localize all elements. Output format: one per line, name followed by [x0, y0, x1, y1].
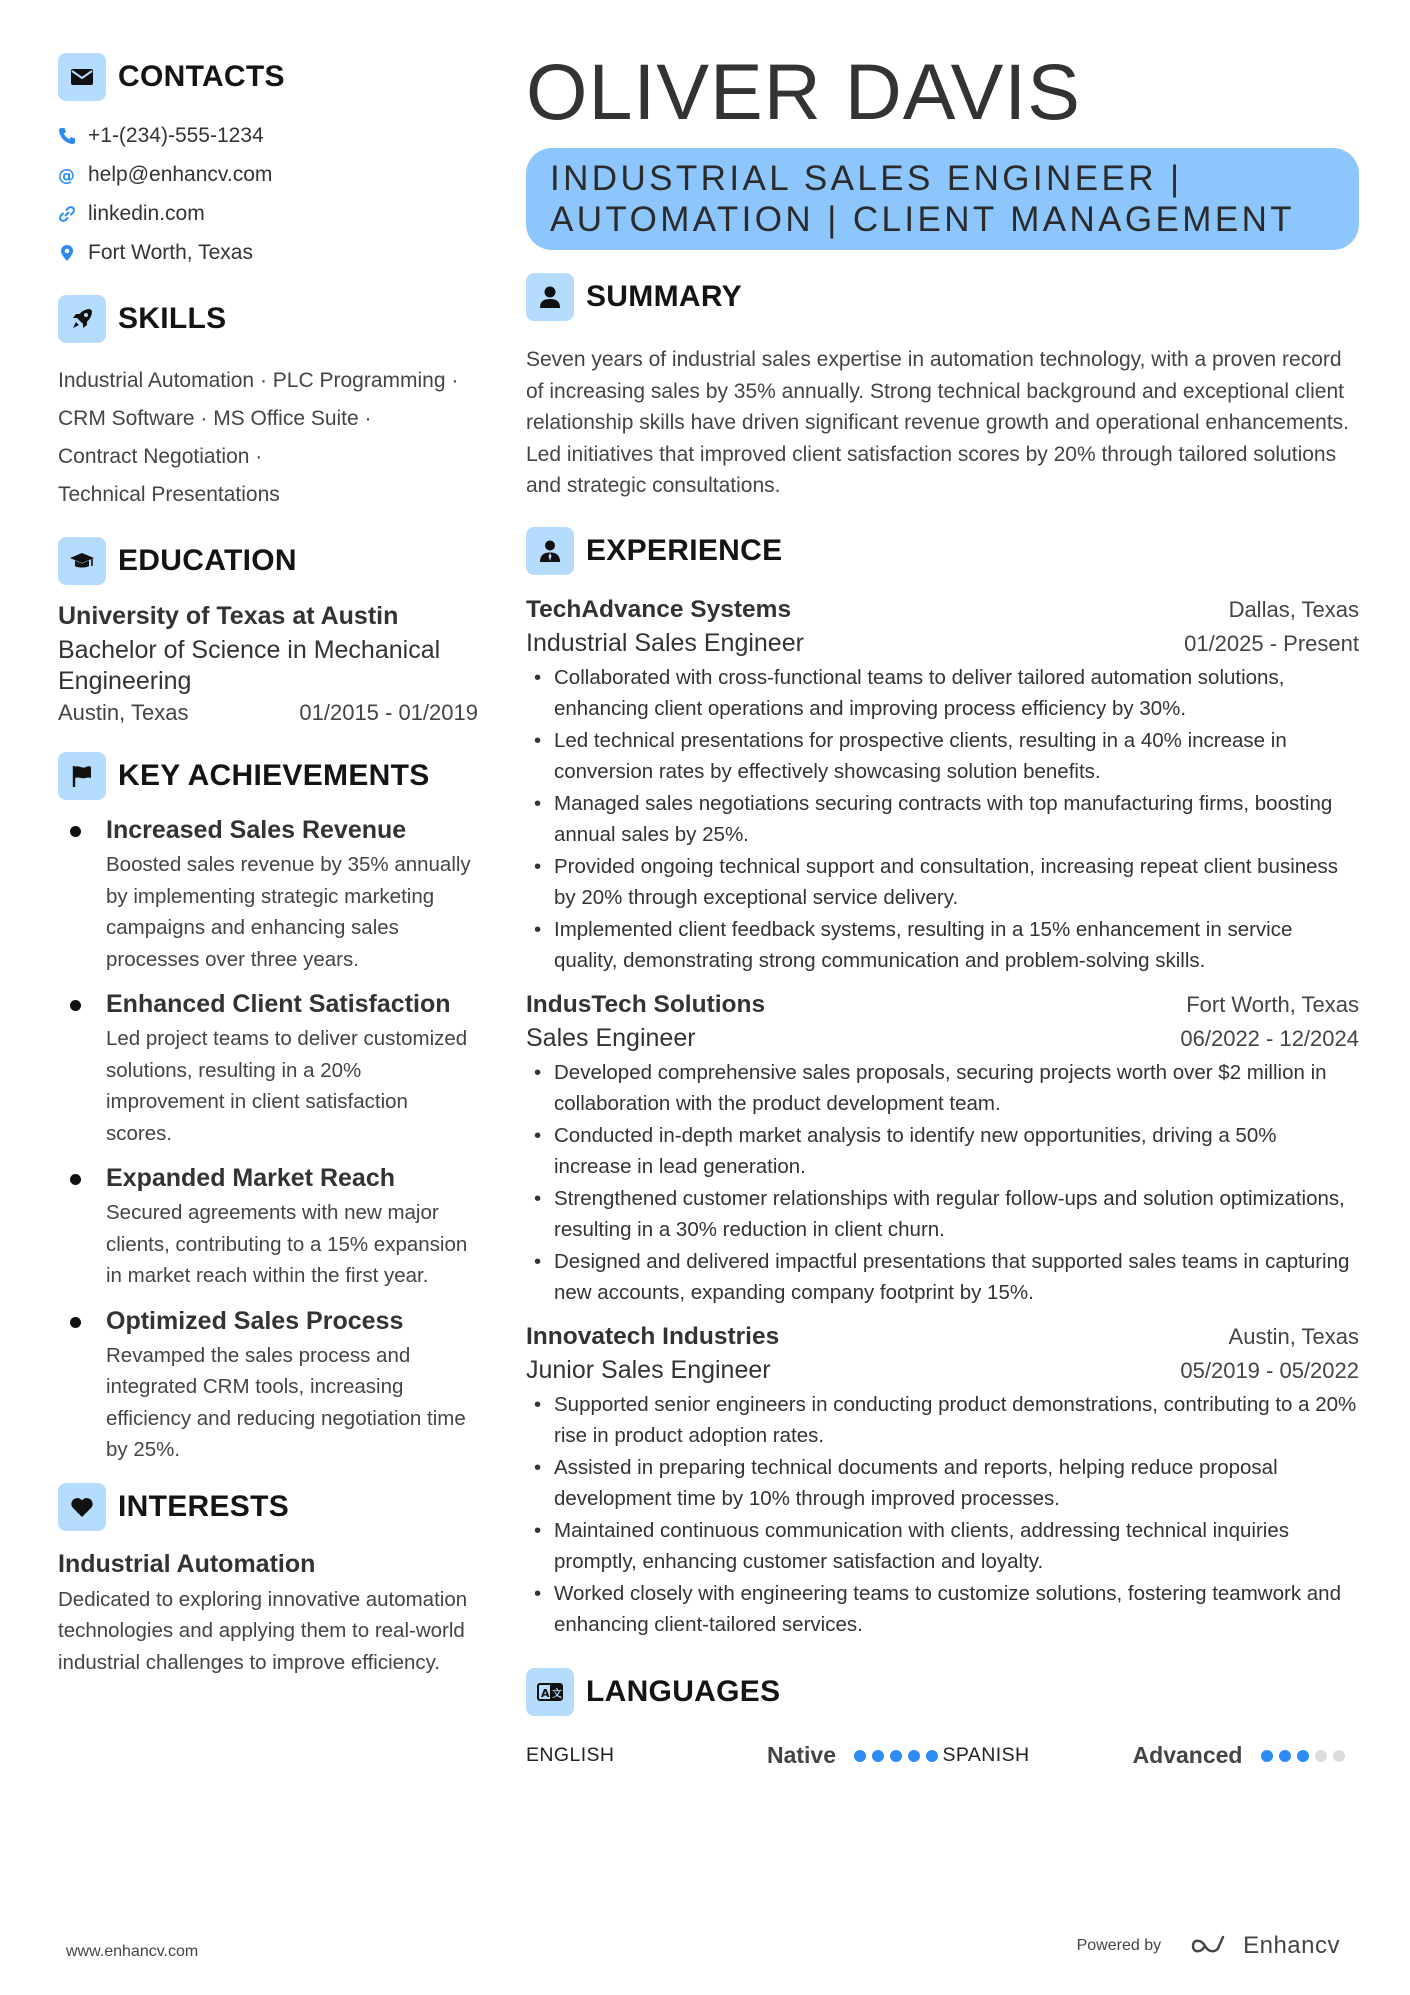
rating-dot-filled — [890, 1750, 902, 1762]
achievement-desc: Secured agreements with new major clients, contributing to a 15% expansion in market reach within the first year. — [106, 1201, 468, 1287]
rating-dot-empty — [1315, 1750, 1327, 1762]
achievement-item — [58, 989, 478, 1149]
job-header — [526, 1321, 1359, 1353]
user-icon — [526, 273, 574, 321]
contacts-title: CONTACTS — [118, 60, 285, 93]
svg-text:A: A — [541, 1686, 550, 1700]
rating-dot-filled — [872, 1750, 884, 1762]
contact-linkedin-text: linkedin.com — [88, 201, 205, 225]
skills-line: Technical Presentations — [58, 483, 280, 506]
language-item — [943, 1742, 1360, 1769]
achievement-desc: Led project teams to deliver customized solutions, resulting in a 20% improvement in client satisfaction scores. — [106, 1027, 468, 1145]
skills-line: Contract Negotiation · — [58, 445, 263, 468]
job-bullet: • Provided ongoing technical support and consultation, increasing repeat client business by 20% through exceptional service delivery. — [526, 851, 1359, 914]
education-school: University of Texas at Austin — [58, 602, 399, 630]
job-bullet: • Strengthened customer relationships with regular follow-ups and solution optimizations, resulting in a 30% reduction in client churn. — [526, 1183, 1359, 1246]
contact-location-text: Fort Worth, Texas — [88, 240, 253, 264]
right-column — [526, 47, 1359, 1771]
language-item — [526, 1742, 943, 1769]
rocket-icon — [58, 295, 106, 343]
job-bullet: • Assisted in preparing technical documents and reports, helping reduce proposal development time by 10% through improved processes. — [526, 1452, 1359, 1515]
job-bullet: • Maintained continuous communication with clients, addressing technical inquiries promptly, enhancing customer satisfaction and loyalty. — [526, 1515, 1359, 1578]
job-bullet: • Conducted in-depth market analysis to identify new opportunities, driving a 50% increase in lead generation. — [526, 1120, 1359, 1183]
job-location: Austin, Texas — [1228, 1323, 1359, 1349]
achievements-list — [58, 815, 478, 1466]
job-entry — [526, 989, 1359, 1309]
envelope-icon — [58, 53, 106, 101]
skills-line: CRM Software · MS Office Suite · — [58, 407, 372, 430]
footer-website[interactable]: www.enhancv.com — [66, 1943, 199, 1960]
headline-line: INDUSTRIAL SALES ENGINEER | — [550, 159, 1183, 198]
rating-dot-filled — [908, 1750, 920, 1762]
job-header — [526, 989, 1359, 1021]
skills-line: Industrial Automation · PLC Programming · — [58, 369, 459, 392]
skills-list — [58, 362, 478, 514]
at-icon — [58, 165, 76, 185]
experience-list — [526, 594, 1359, 1641]
bullet-dot — [70, 1317, 81, 1328]
job-role: Junior Sales Engineer — [526, 1355, 771, 1384]
enhancv-logo-icon — [1189, 1933, 1233, 1959]
education-header — [58, 536, 478, 586]
job-location: Dallas, Texas — [1228, 596, 1359, 622]
job-bullet: • Designed and delivered impactful presentations that supported sales teams in capturing new accounts, expanding company footprint by 15%. — [526, 1246, 1359, 1309]
summary-header — [526, 272, 1359, 322]
job-header — [526, 594, 1359, 626]
language-rating — [1261, 1750, 1345, 1762]
achievement-item — [58, 815, 478, 975]
bullet-dot — [70, 1174, 81, 1185]
rating-dot-empty — [1333, 1750, 1345, 1762]
education-dates: 01/2015 - 01/2019 — [299, 700, 478, 725]
job-entry — [526, 1321, 1359, 1641]
achievement-title: Expanded Market Reach — [106, 1164, 395, 1192]
achievement-item — [58, 1163, 478, 1292]
interest-desc: Dedicated to exploring innovative automation technologies and applying them to real-world industrial challenges to improve efficiency. — [58, 1587, 468, 1674]
experience-header — [526, 526, 1359, 576]
job-subheader — [526, 626, 1359, 660]
powered-by-text: Powered by — [1076, 1937, 1162, 1954]
link-icon — [58, 204, 76, 224]
bullet-dot — [70, 826, 81, 837]
job-bullets — [526, 1057, 1359, 1309]
achievement-desc: Revamped the sales process and integrated CRM tools, increasing efficiency and reducing negotiation time by 25%. — [106, 1343, 466, 1461]
job-subheader — [526, 1353, 1359, 1387]
contacts-list — [58, 116, 478, 272]
languages-title: LANGUAGES — [586, 1674, 781, 1708]
achievement-title: Optimized Sales Process — [106, 1306, 404, 1335]
job-bullet: • Worked closely with engineering teams to customize solutions, fostering teamwork and enhancing client-tailored services. — [526, 1578, 1359, 1641]
job-dates: 01/2025 - Present — [1184, 630, 1359, 656]
education-title: EDUCATION — [118, 544, 297, 577]
language-level: Advanced — [1132, 1742, 1243, 1768]
languages-header — [526, 1667, 1359, 1717]
footer-branding — [1077, 1932, 1340, 1960]
rating-dot-filled — [854, 1750, 866, 1762]
graduation-cap-icon — [58, 537, 106, 585]
brand-logo[interactable] — [1189, 1932, 1340, 1960]
job-bullets — [526, 1389, 1359, 1641]
languages-list — [526, 1741, 1359, 1771]
contact-email-text: help@enhancv.com — [88, 162, 273, 186]
contact-phone-text: +1-(234)-555-1234 — [88, 123, 264, 147]
job-entry — [526, 594, 1359, 977]
contacts-header — [58, 52, 478, 102]
contact-phone[interactable] — [58, 116, 478, 155]
job-dates: 05/2019 - 05/2022 — [1180, 1357, 1359, 1383]
skills-title: SKILLS — [118, 302, 227, 335]
rating-dot-filled — [1297, 1750, 1309, 1762]
heart-icon — [58, 1483, 106, 1531]
job-bullet: • Implemented client feedback systems, resulting in a 15% enhancement in service quality, demonstrating strong communication and problem-solving skills. — [526, 914, 1359, 977]
contact-location — [58, 233, 478, 272]
achievement-title: Enhanced Client Satisfaction — [106, 990, 451, 1018]
contact-email[interactable] — [58, 155, 478, 194]
job-location: Fort Worth, Texas — [1186, 991, 1359, 1017]
svg-text:文: 文 — [552, 1688, 562, 1700]
businessman-icon — [526, 527, 574, 575]
headline-banner — [526, 148, 1359, 250]
svg-text:@: @ — [58, 165, 75, 184]
achievements-header — [58, 751, 478, 801]
interests-header — [58, 1482, 478, 1532]
experience-title: EXPERIENCE — [586, 533, 783, 567]
job-company: IndusTech Solutions — [526, 990, 766, 1018]
job-dates: 06/2022 - 12/2024 — [1180, 1025, 1359, 1051]
skills-header — [58, 294, 478, 344]
flag-icon — [58, 752, 106, 800]
language-name: ENGLISH — [526, 1744, 615, 1766]
job-bullet: • Collaborated with cross-functional teams to deliver tailored automation solutions, enhancing client operations and improving process efficiency by 30%. — [526, 662, 1359, 725]
job-role: Industrial Sales Engineer — [526, 628, 804, 657]
summary-text: Seven years of industrial sales expertise in automation technology, with a proven record of increasing sales by 35% annually. Strong technical background and exceptional client relationship skills have driven significant revenue growth and operational enhancements. Led initiatives that improved client satisfaction scores by 20% through tailored solutions and strategic consultations. — [526, 348, 1349, 497]
job-company: TechAdvance Systems — [526, 595, 792, 623]
job-bullet: • Managed sales negotiations securing contracts with top manufacturing firms, boosting annual sales by 25%. — [526, 788, 1359, 851]
language-name: SPANISH — [942, 1744, 1030, 1766]
education-degree: Bachelor of Science in Mechanical Engineering — [58, 636, 441, 695]
job-company: Innovatech Industries — [526, 1322, 780, 1350]
left-column — [58, 52, 478, 1678]
candidate-name: OLIVER DAVIS — [526, 47, 1081, 136]
achievements-title: KEY ACHIEVEMENTS — [118, 759, 430, 792]
job-bullet: • Supported senior engineers in conducting product demonstrations, contributing to a 20% rise in product adoption rates. — [526, 1389, 1359, 1452]
rating-dot-filled — [1279, 1750, 1291, 1762]
brand-name: Enhancv — [1243, 1932, 1340, 1959]
language-level: Native — [766, 1742, 836, 1768]
bullet-dot — [70, 1000, 81, 1011]
job-bullet: • Developed comprehensive sales proposals, securing projects worth over $2 million in collaboration with the product development team. — [526, 1057, 1359, 1120]
location-pin-icon — [58, 243, 76, 263]
rating-dot-filled — [1261, 1750, 1273, 1762]
education-location: Austin, Texas — [58, 700, 189, 725]
phone-icon — [58, 126, 76, 146]
job-bullets — [526, 662, 1359, 977]
achievement-item — [58, 1306, 478, 1466]
job-role: Sales Engineer — [526, 1023, 696, 1052]
headline-line: AUTOMATION | CLIENT MANAGEMENT — [550, 200, 1296, 239]
contact-linkedin[interactable] — [58, 194, 478, 233]
translate-icon — [526, 1668, 574, 1716]
achievement-desc: Boosted sales revenue by 35% annually by implementing strategic marketing campaigns and enhancing sales processes over three years. — [106, 853, 471, 971]
language-rating — [854, 1750, 938, 1762]
education-meta — [58, 697, 478, 729]
rating-dot-filled — [926, 1750, 938, 1762]
interest-title: Industrial Automation — [58, 1549, 316, 1578]
interests-title: INTERESTS — [118, 1489, 290, 1523]
achievement-title: Increased Sales Revenue — [106, 816, 407, 844]
job-bullet: • Led technical presentations for prospective clients, resulting in a 40% increase in conversion rates by effectively showcasing solution benefits. — [526, 725, 1359, 788]
job-subheader — [526, 1021, 1359, 1055]
summary-title: SUMMARY — [586, 280, 742, 313]
